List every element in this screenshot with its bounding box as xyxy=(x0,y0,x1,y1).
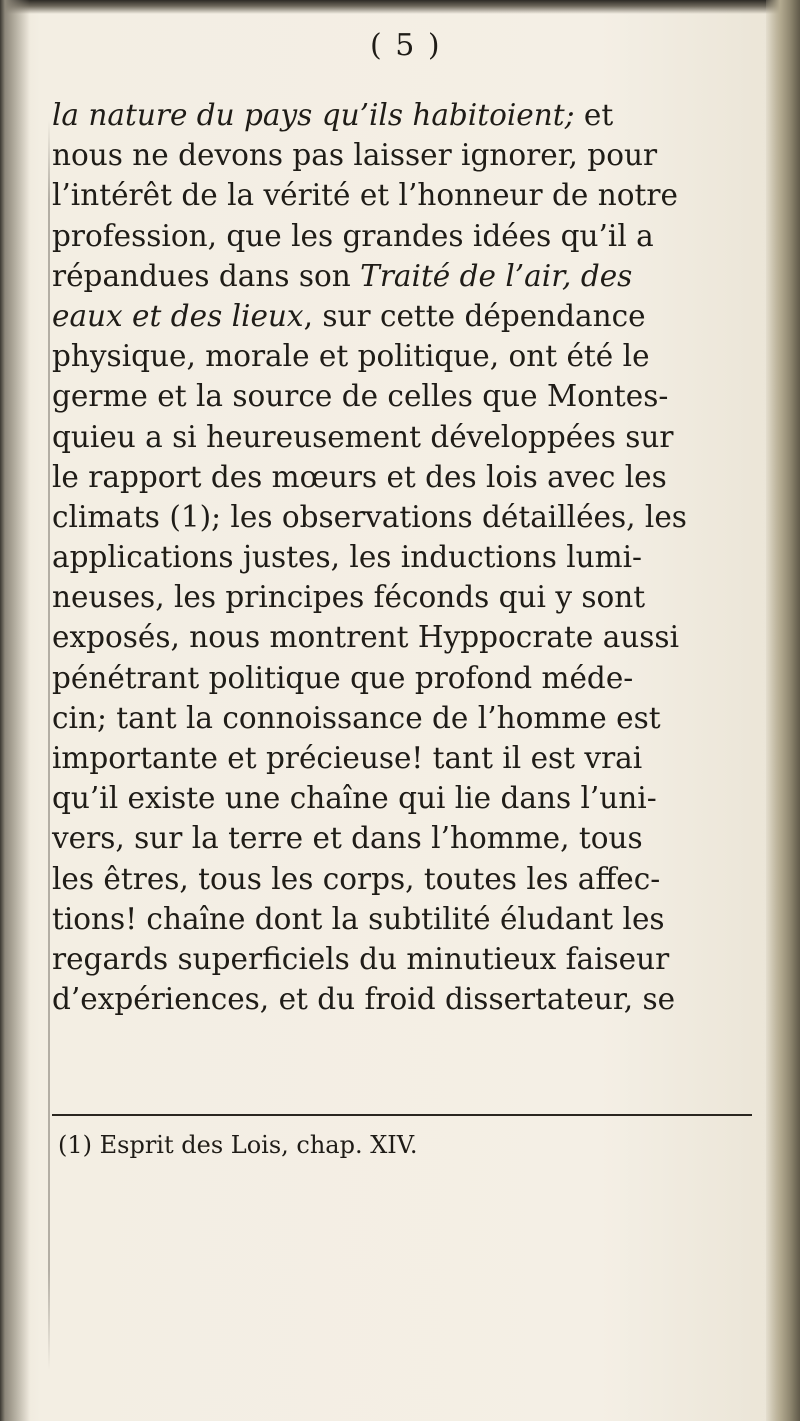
text-line xyxy=(52,95,752,135)
text-line xyxy=(52,979,752,1019)
italic-text-segment: eaux et des lieux xyxy=(52,298,304,333)
text-segment: l’intérêt de la vérité et l’honneur de notre xyxy=(52,178,678,213)
page-top-edge xyxy=(0,0,800,14)
text-segment: tions! chaîne dont la subtilité éludant les xyxy=(52,901,665,936)
text-segment: importante et précieuse! tant il est vrai xyxy=(52,741,643,775)
text-line xyxy=(52,577,752,617)
text-line xyxy=(52,899,752,939)
text-segment: le rapport des mœurs et des lois avec les xyxy=(52,459,667,494)
text-line xyxy=(52,658,752,698)
text-segment: applications justes, les inductions lumi- xyxy=(52,540,643,575)
text-segment: , sur cette dépendance xyxy=(303,298,646,333)
italic-text-segment: Traité de l’air, des xyxy=(360,258,633,293)
text-line xyxy=(52,256,752,296)
text-segment: qu’il existe une chaîne qui lie dans l’uni- xyxy=(52,781,657,816)
text-segment: d’expériences, et du froid dissertateur, se xyxy=(52,982,676,1017)
text-line xyxy=(52,939,752,979)
text-line xyxy=(52,497,752,537)
text-line xyxy=(52,537,752,577)
text-line xyxy=(52,457,752,497)
text-line xyxy=(52,376,752,416)
text-line xyxy=(52,617,752,657)
text-line xyxy=(52,698,752,738)
text-segment: cin; tant la connoissance de l’homme est xyxy=(52,700,661,735)
text-line xyxy=(52,778,752,818)
text-line xyxy=(52,135,752,175)
italic-text-segment: la nature du pays qu’ils habitoient; xyxy=(52,98,575,132)
text-line xyxy=(52,738,752,778)
footnote-separator xyxy=(52,1114,752,1116)
page-number: ( 5 ) xyxy=(370,28,442,63)
body-text xyxy=(52,95,752,1019)
text-segment: exposés, nous montrent Hyppocrate aussi xyxy=(52,620,680,655)
text-line xyxy=(52,859,752,899)
text-line xyxy=(52,216,752,256)
text-segment: profession, que les grandes idées qu’il a xyxy=(52,218,654,253)
text-segment: physique, morale et politique, ont été le xyxy=(52,339,650,374)
text-segment: et xyxy=(574,98,614,132)
gutter-line xyxy=(48,120,50,1370)
text-segment: quieu a si heureusement développées sur xyxy=(52,419,674,454)
text-line xyxy=(52,175,752,215)
text-line xyxy=(52,818,752,858)
text-segment: les êtres, tous les corps, toutes les affec- xyxy=(52,861,661,896)
page-right-edge xyxy=(766,0,800,1421)
text-segment: vers, sur la terre et dans l’homme, tous xyxy=(52,821,643,856)
text-segment: pénétrant politique que profond méde- xyxy=(52,660,634,695)
text-segment: climats (1); les observations détaillées, les xyxy=(52,499,687,534)
text-segment: germe et la source de celles que Montes- xyxy=(52,379,669,414)
text-line xyxy=(52,336,752,376)
text-segment: nous ne devons pas laisser ignorer, pour xyxy=(52,138,658,173)
text-line xyxy=(52,417,752,457)
left-margin-shadow xyxy=(0,0,30,1421)
text-line xyxy=(52,296,752,336)
text-segment: répandues dans son xyxy=(52,258,361,293)
text-segment: neuses, les principes féconds qui y sont xyxy=(52,580,646,615)
text-segment: regards superficiels du minutieux faiseur xyxy=(52,941,670,976)
footnote: (1) Esprit des Lois, chap. XIV. xyxy=(58,1131,418,1159)
